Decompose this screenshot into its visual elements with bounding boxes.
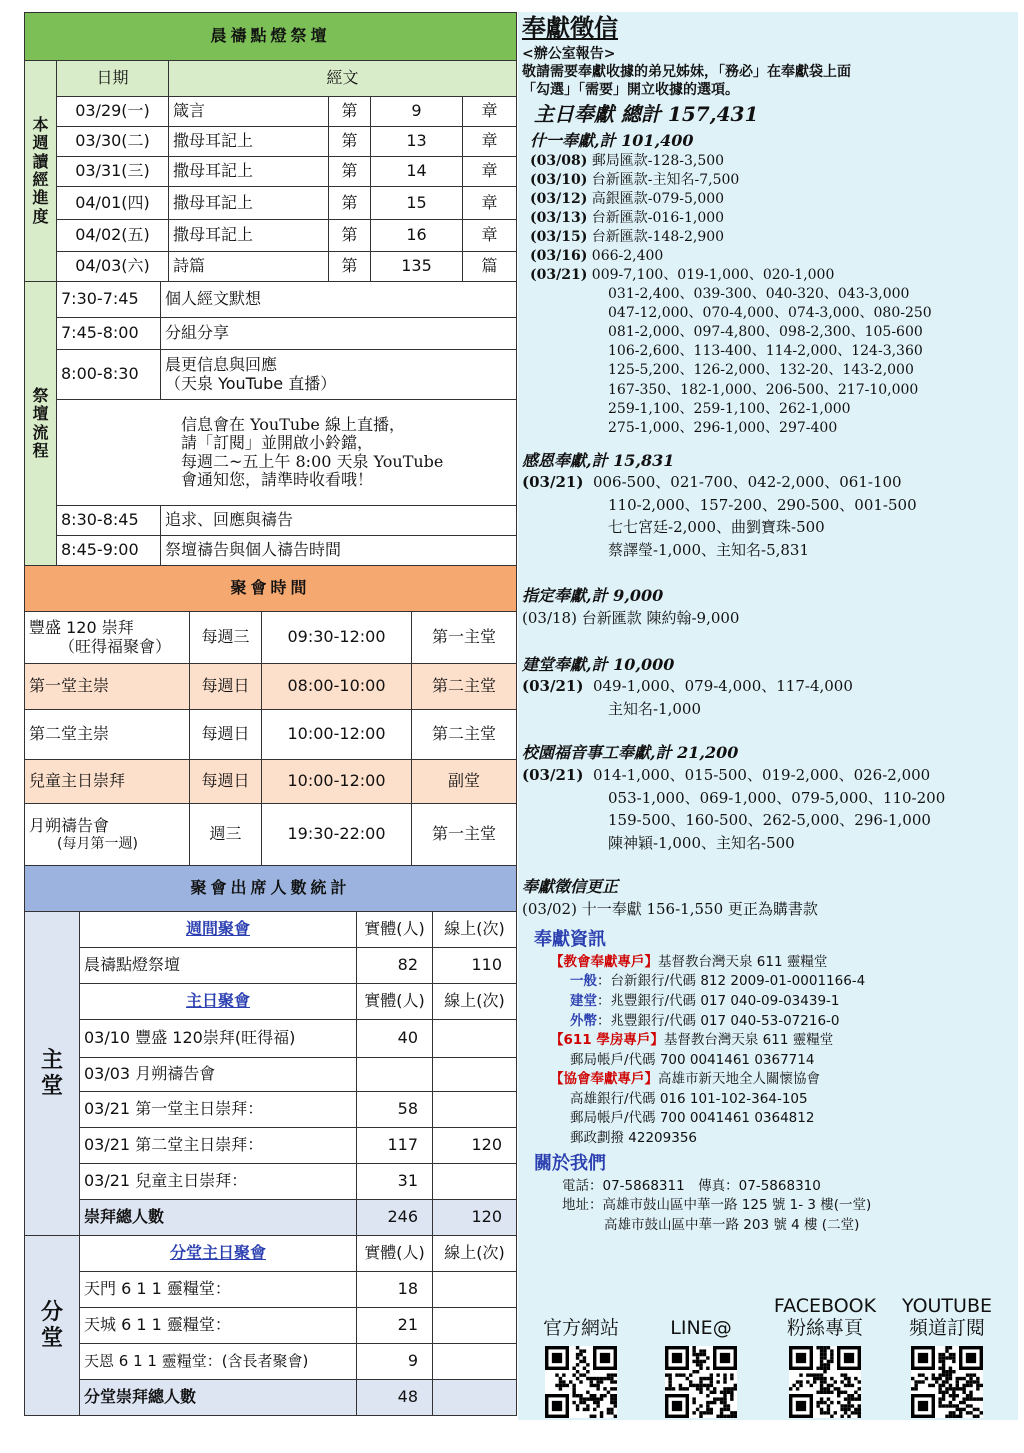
acct3-line: 郵局帳戶/代碼 700 0041461 0364812 bbox=[570, 1110, 815, 1127]
reading-unit: 章 bbox=[463, 220, 517, 252]
reading-date: 04/03(六) bbox=[57, 252, 169, 282]
reading-num: 9 bbox=[371, 97, 463, 127]
flow-item: 祭壇禱告與個人禱告時間 bbox=[161, 536, 517, 566]
thanks-block bbox=[522, 471, 1014, 561]
qr-line[interactable] bbox=[646, 1288, 756, 1420]
offering-panel bbox=[518, 12, 1018, 1420]
sunday-head: 主日聚會 bbox=[80, 984, 357, 1020]
attendance-name: 天城 6 1 1 靈糧堂： bbox=[80, 1308, 357, 1344]
flow-time: 8:45-9:00 bbox=[57, 536, 161, 566]
contact-address: 地址：高雄市鼓山區中華一路 125 號 1- 3 樓(一堂) bbox=[562, 1197, 872, 1214]
meeting-time: 19:30-22:00 bbox=[262, 804, 412, 866]
qr-label: LINE@ bbox=[670, 1317, 732, 1340]
campus-head: 校園福音事工奉獻,計 21,200 bbox=[522, 743, 739, 763]
weekly-head: 週間聚會 bbox=[80, 912, 357, 948]
meeting-day: 每週日 bbox=[190, 760, 262, 804]
tithe-entry: (03/12) 高銀匯款-079-5,000 bbox=[530, 191, 725, 208]
attendance-row bbox=[25, 1128, 517, 1164]
reading-unit: 章 bbox=[463, 157, 517, 187]
acct1-name: 基督教台灣天泉 611 靈糧堂 bbox=[658, 953, 828, 970]
attendance-row bbox=[25, 1058, 517, 1092]
offering-info-head: 奉獻資訊 bbox=[534, 929, 606, 951]
attendance-row bbox=[25, 948, 517, 984]
tithe-line: 259-1,100、259-1,100、262-1,000 bbox=[608, 400, 851, 417]
meeting-name: 兒童主日崇拜 bbox=[25, 760, 190, 804]
attendance-physical: 58 bbox=[357, 1092, 433, 1128]
meeting-name: 第一堂主崇 bbox=[25, 664, 190, 710]
offering-info bbox=[522, 953, 1014, 1149]
acct3-name: 高雄市新天地全人關懷協會 bbox=[658, 1071, 820, 1088]
reading-row bbox=[25, 127, 517, 157]
tithe-line: 167-350、182-1,000、206-500、217-10,000 bbox=[608, 381, 919, 398]
attendance-online bbox=[433, 1272, 517, 1308]
acct3-label: 【協會奉獻專戶】 bbox=[550, 1071, 658, 1088]
reading-book: 詩篇 bbox=[169, 252, 329, 282]
meetings-title: 聚會時間 bbox=[25, 566, 517, 612]
branch-label: 分堂 bbox=[25, 1236, 80, 1416]
attendance-row bbox=[25, 1092, 517, 1128]
flow-table bbox=[24, 281, 517, 566]
building-line: 主知名-1,000 bbox=[608, 699, 702, 718]
attendance-physical: 40 bbox=[357, 1020, 433, 1058]
col-physical: 實體(人) bbox=[357, 984, 433, 1020]
contact-address-2: 高雄市鼓山區中華一路 203 號 4 樓 (二堂) bbox=[604, 1217, 860, 1234]
thanks-date: (03/21) bbox=[522, 473, 584, 492]
campus-block bbox=[522, 764, 1014, 854]
reading-date: 03/31(三) bbox=[57, 157, 169, 187]
meeting-day: 每週三 bbox=[190, 612, 262, 664]
attendance-physical: 21 bbox=[357, 1308, 433, 1344]
reading-di: 第 bbox=[329, 97, 371, 127]
attendance-name: 03/10 豐盛 120崇拜(旺得福) bbox=[80, 1020, 357, 1058]
meeting-time: 08:00-10:00 bbox=[262, 664, 412, 710]
qr-code-icon bbox=[665, 1346, 737, 1418]
building-block bbox=[522, 675, 1014, 720]
reading-side-label: 本週讀經進度 bbox=[25, 61, 57, 282]
acct-kind: 建堂 bbox=[570, 992, 597, 1009]
reading-unit: 章 bbox=[463, 127, 517, 157]
office-notice-head: <辦公室報告> bbox=[522, 45, 616, 62]
reading-num: 14 bbox=[371, 157, 463, 187]
reading-row bbox=[25, 252, 517, 282]
attendance-title: 聚會出席人數統計 bbox=[25, 866, 517, 912]
meetings-table bbox=[24, 565, 517, 866]
branch-head: 分堂主日聚會 bbox=[80, 1236, 357, 1272]
meeting-place: 第一主堂 bbox=[412, 612, 517, 664]
branch-total-online bbox=[433, 1380, 517, 1416]
qr-code-icon bbox=[545, 1346, 617, 1418]
attendance-row bbox=[25, 1020, 517, 1058]
qr-row bbox=[518, 1288, 1018, 1418]
flow-item: 晨更信息與回應 （天泉 YouTube 直播） bbox=[161, 350, 517, 400]
meeting-name: 第二堂主崇 bbox=[25, 710, 190, 760]
reading-date: 04/02(五) bbox=[57, 220, 169, 252]
building-line: 049-1,000、079-4,000、117-4,000 bbox=[592, 677, 853, 696]
tithe-line: 031-2,400、039-300、040-320、043-3,000 bbox=[608, 286, 910, 303]
qr-label-2: 頻道訂閱 bbox=[908, 1317, 985, 1340]
attendance-name: 天恩 6 1 1 靈糧堂：(含長者聚會) bbox=[80, 1344, 357, 1380]
reading-unit: 章 bbox=[463, 187, 517, 220]
main-total-physical: 246 bbox=[357, 1200, 433, 1236]
meeting-row bbox=[25, 760, 517, 804]
prayer-title: 晨禱點燈祭壇 bbox=[25, 13, 517, 61]
flow-item: 個人經文默想 bbox=[161, 282, 517, 318]
reading-di: 第 bbox=[329, 220, 371, 252]
reading-num: 15 bbox=[371, 187, 463, 220]
flow-item: 追求、回應與禱告 bbox=[161, 506, 517, 536]
flow-time: 7:45-8:00 bbox=[57, 318, 161, 350]
reading-book: 撒母耳記上 bbox=[169, 187, 329, 220]
reading-unit: 篇 bbox=[463, 252, 517, 282]
reading-row bbox=[25, 97, 517, 127]
attendance-physical: 18 bbox=[357, 1272, 433, 1308]
col-online: 線上(次) bbox=[433, 1236, 517, 1272]
designated-line: (03/18) 台新匯款 陳約翰-9,000 bbox=[522, 609, 740, 628]
main-hall-label: 主堂 bbox=[25, 912, 80, 1236]
main-total-row bbox=[25, 1200, 517, 1236]
qr-label: YOUTUBE bbox=[902, 1295, 992, 1318]
head-date: 日期 bbox=[57, 61, 169, 97]
acct2-name: 基督教台灣天泉 611 靈糧堂 bbox=[663, 1032, 834, 1049]
attendance-row bbox=[25, 1344, 517, 1380]
meeting-row bbox=[25, 664, 517, 710]
thanks-line: 七七宮廷-2,000、曲劉寶珠-500 bbox=[608, 518, 825, 537]
campus-line: 014-1,000、015-500、019-2,000、026-2,000 bbox=[592, 766, 931, 785]
tithe-entry: (03/15) 台新匯款-148-2,900 bbox=[530, 229, 725, 246]
reading-di: 第 bbox=[329, 252, 371, 282]
designated-head: 指定奉獻,計 9,000 bbox=[522, 586, 664, 606]
meeting-time: 10:00-12:00 bbox=[262, 710, 412, 760]
attendance-name: 晨禱點燈祭壇 bbox=[80, 948, 357, 984]
attendance-name: 03/21 兒童主日崇拜： bbox=[80, 1164, 357, 1200]
reading-di: 第 bbox=[329, 187, 371, 220]
about-info bbox=[522, 1177, 1014, 1236]
reading-num: 13 bbox=[371, 127, 463, 157]
meeting-name: 月朔禱告會 (每月第一週) bbox=[25, 804, 190, 866]
tithe-entries bbox=[522, 152, 1014, 437]
attendance-online bbox=[433, 1308, 517, 1344]
qr-youtube[interactable] bbox=[892, 1288, 1002, 1420]
col-online: 線上(次) bbox=[433, 912, 517, 948]
qr-facebook[interactable] bbox=[770, 1288, 880, 1420]
thanks-line: 006-500、021-700、042-2,000、061-100 bbox=[592, 473, 902, 492]
reading-book: 撒母耳記上 bbox=[169, 157, 329, 187]
attendance-online bbox=[433, 1058, 517, 1092]
meeting-place: 第二主堂 bbox=[412, 710, 517, 760]
campus-line: 053-1,000、069-1,000、079-5,000、110-200 bbox=[608, 788, 946, 807]
qr-website[interactable] bbox=[526, 1288, 636, 1420]
meeting-row bbox=[25, 612, 517, 664]
contact-phone: 電話：07-5868311 傳真：07-5868310 bbox=[562, 1177, 821, 1194]
attendance-physical: 9 bbox=[357, 1344, 433, 1380]
attendance-name: 天門 6 1 1 靈糧堂： bbox=[80, 1272, 357, 1308]
reading-di: 第 bbox=[329, 157, 371, 187]
meeting-row bbox=[25, 710, 517, 760]
building-head: 建堂奉獻,計 10,000 bbox=[522, 654, 675, 674]
campus-line: 159-500、160-500、262-5,000、296-1,000 bbox=[608, 811, 931, 830]
tithe-entry: (03/08) 郵局匯款-128-3,500 bbox=[530, 153, 725, 170]
acct-value: ：台新銀行/代碼 812 2009-01-0001166-4 bbox=[597, 973, 866, 990]
left-column bbox=[24, 12, 516, 1416]
thanks-head: 感恩奉獻,計 15,831 bbox=[522, 450, 675, 470]
reading-book: 撒母耳記上 bbox=[169, 220, 329, 252]
tithe-entry: (03/21) 009-7,100、019-1,000、020-1,000 bbox=[530, 267, 835, 284]
attendance-online bbox=[433, 1164, 517, 1200]
tithe-line: 125-5,200、126-2,000、132-20、143-2,000 bbox=[608, 362, 914, 379]
reading-book: 撒母耳記上 bbox=[169, 127, 329, 157]
reading-row bbox=[25, 157, 517, 187]
meeting-day: 週三 bbox=[190, 804, 262, 866]
attendance-online bbox=[433, 1020, 517, 1058]
building-date: (03/21) bbox=[522, 677, 584, 696]
attendance-name: 03/21 第一堂主日崇拜： bbox=[80, 1092, 357, 1128]
tithe-line: 081-2,000、097-4,800、098-2,300、105-600 bbox=[608, 324, 923, 341]
acct1-label: 【教會奉獻專戶】 bbox=[550, 953, 658, 970]
tithe-entry: (03/10) 台新匯款-主知名-7,500 bbox=[530, 172, 740, 189]
reading-num: 135 bbox=[371, 252, 463, 282]
meeting-day: 每週日 bbox=[190, 664, 262, 710]
office-notice-line: 敬請需要奉獻收據的弟兄姊妹，「務必」在奉獻袋上面 bbox=[522, 63, 851, 80]
attendance-online bbox=[433, 1092, 517, 1128]
attendance-physical: 82 bbox=[357, 948, 433, 984]
correction-head: 奉獻徵信更正 bbox=[522, 877, 619, 897]
attendance-row bbox=[25, 1272, 517, 1308]
acct3-line: 郵政劃撥 42209356 bbox=[570, 1129, 698, 1146]
tithe-entry: (03/13) 台新匯款-016-1,000 bbox=[530, 210, 725, 227]
qr-label: FACEBOOK bbox=[773, 1295, 877, 1318]
tithe-line: 047-12,000、070-4,000、074-3,000、080-250 bbox=[608, 305, 932, 322]
branch-total-name: 分堂崇拜總人數 bbox=[80, 1380, 357, 1416]
reading-num: 16 bbox=[371, 220, 463, 252]
flow-time: 8:30-8:45 bbox=[57, 506, 161, 536]
meeting-time: 09:30-12:00 bbox=[262, 612, 412, 664]
acct-kind: 一般 bbox=[570, 973, 597, 990]
qr-label: 官方網站 bbox=[542, 1317, 619, 1340]
reading-date: 03/29(一) bbox=[57, 97, 169, 127]
tithe-line: 106-2,600、113-400、114-2,000、124-3,360 bbox=[608, 343, 923, 360]
meeting-day: 每週日 bbox=[190, 710, 262, 760]
reading-book: 箴言 bbox=[169, 97, 329, 127]
meeting-time: 10:00-12:00 bbox=[262, 760, 412, 804]
reading-unit: 章 bbox=[463, 97, 517, 127]
reading-date: 04/01(四) bbox=[57, 187, 169, 220]
flow-time: 7:30-7:45 bbox=[57, 282, 161, 318]
prayer-table bbox=[24, 12, 517, 282]
flow-item-sub: （天泉 YouTube 直播） bbox=[165, 373, 337, 393]
col-physical: 實體(人) bbox=[357, 912, 433, 948]
about-head: 關於我們 bbox=[534, 1153, 606, 1175]
reading-row bbox=[25, 187, 517, 220]
acct-value: ：兆豐銀行/代碼 017 040-53-07216-0 bbox=[597, 1012, 840, 1029]
main-total-name: 崇拜總人數 bbox=[80, 1200, 357, 1236]
meeting-name: 豐盛 120 崇拜 （旺得福聚會） bbox=[25, 612, 190, 664]
attendance-name: 03/03 月朔禱告會 bbox=[80, 1058, 357, 1092]
thanks-line: 蔡譯瑩-1,000、主知名-5,831 bbox=[608, 540, 810, 559]
flow-side-label: 祭壇流程 bbox=[25, 282, 57, 566]
attendance-online: 120 bbox=[433, 1128, 517, 1164]
branch-table bbox=[24, 1235, 517, 1416]
attendance-online bbox=[433, 1344, 517, 1380]
qr-code-icon bbox=[911, 1346, 983, 1418]
campus-line: 陳神穎-1,000、主知名-500 bbox=[608, 833, 795, 852]
branch-total-physical: 48 bbox=[357, 1380, 433, 1416]
attendance-name: 03/21 第二堂主日崇拜： bbox=[80, 1128, 357, 1164]
head-scripture: 經文 bbox=[169, 61, 517, 97]
reading-row bbox=[25, 220, 517, 252]
flow-time: 8:00-8:30 bbox=[57, 350, 161, 400]
acct-kind: 外幣 bbox=[570, 1012, 597, 1029]
attendance-row bbox=[25, 1308, 517, 1344]
correction-line: (03/02) 十一奉獻 156-1,550 更正為購書款 bbox=[522, 899, 818, 918]
offering-total: 主日奉獻 總計 157,431 bbox=[534, 102, 759, 127]
tithe-line: 275-1,000、296-1,000、297-400 bbox=[608, 419, 838, 436]
meeting-place: 第一主堂 bbox=[412, 804, 517, 866]
branch-total-row bbox=[25, 1380, 517, 1416]
tithe-entry: (03/16) 066-2,400 bbox=[530, 248, 664, 265]
attendance-physical: 117 bbox=[357, 1128, 433, 1164]
acct-value: ：兆豐銀行/代碼 017 040-09-03439-1 bbox=[597, 992, 840, 1009]
col-physical: 實體(人) bbox=[357, 1236, 433, 1272]
main-total-online: 120 bbox=[433, 1200, 517, 1236]
attendance-physical bbox=[357, 1058, 433, 1092]
flow-item: 分組分享 bbox=[161, 318, 517, 350]
col-online: 線上(次) bbox=[433, 984, 517, 1020]
meeting-row bbox=[25, 804, 517, 866]
qr-label-2: 粉絲專頁 bbox=[786, 1317, 863, 1340]
attendance-online: 110 bbox=[433, 948, 517, 984]
acct2-label: 【611 學房專戶】 bbox=[550, 1032, 664, 1049]
offering-title: 奉獻徵信 bbox=[522, 14, 618, 42]
meeting-place: 第二主堂 bbox=[412, 664, 517, 710]
campus-date: (03/21) bbox=[522, 766, 584, 785]
reading-date: 03/30(二) bbox=[57, 127, 169, 157]
thanks-line: 110-2,000、157-200、290-500、001-500 bbox=[608, 495, 917, 514]
attendance-row bbox=[25, 1164, 517, 1200]
office-notice-line: 「勾選」「需要」開立收據的選項。 bbox=[522, 82, 739, 98]
qr-code-icon bbox=[789, 1346, 861, 1418]
youtube-note: 信息會在 YouTube 線上直播， 請「訂閱」並開啟小鈴鐺， 每週二~五上午 8:00 天泉 YouTube 會通知您，請準時收看哦！ bbox=[57, 400, 517, 506]
attendance-table bbox=[24, 865, 517, 1236]
acct3-line: 高雄銀行/代碼 016 101-102-364-105 bbox=[570, 1090, 808, 1107]
acct2-line: 郵局帳戶/代碼 700 0041461 0367714 bbox=[570, 1051, 815, 1068]
tithe-head: 什一奉獻,計 101,400 bbox=[530, 131, 694, 151]
meeting-place: 副堂 bbox=[412, 760, 517, 804]
reading-di: 第 bbox=[329, 127, 371, 157]
attendance-physical: 31 bbox=[357, 1164, 433, 1200]
